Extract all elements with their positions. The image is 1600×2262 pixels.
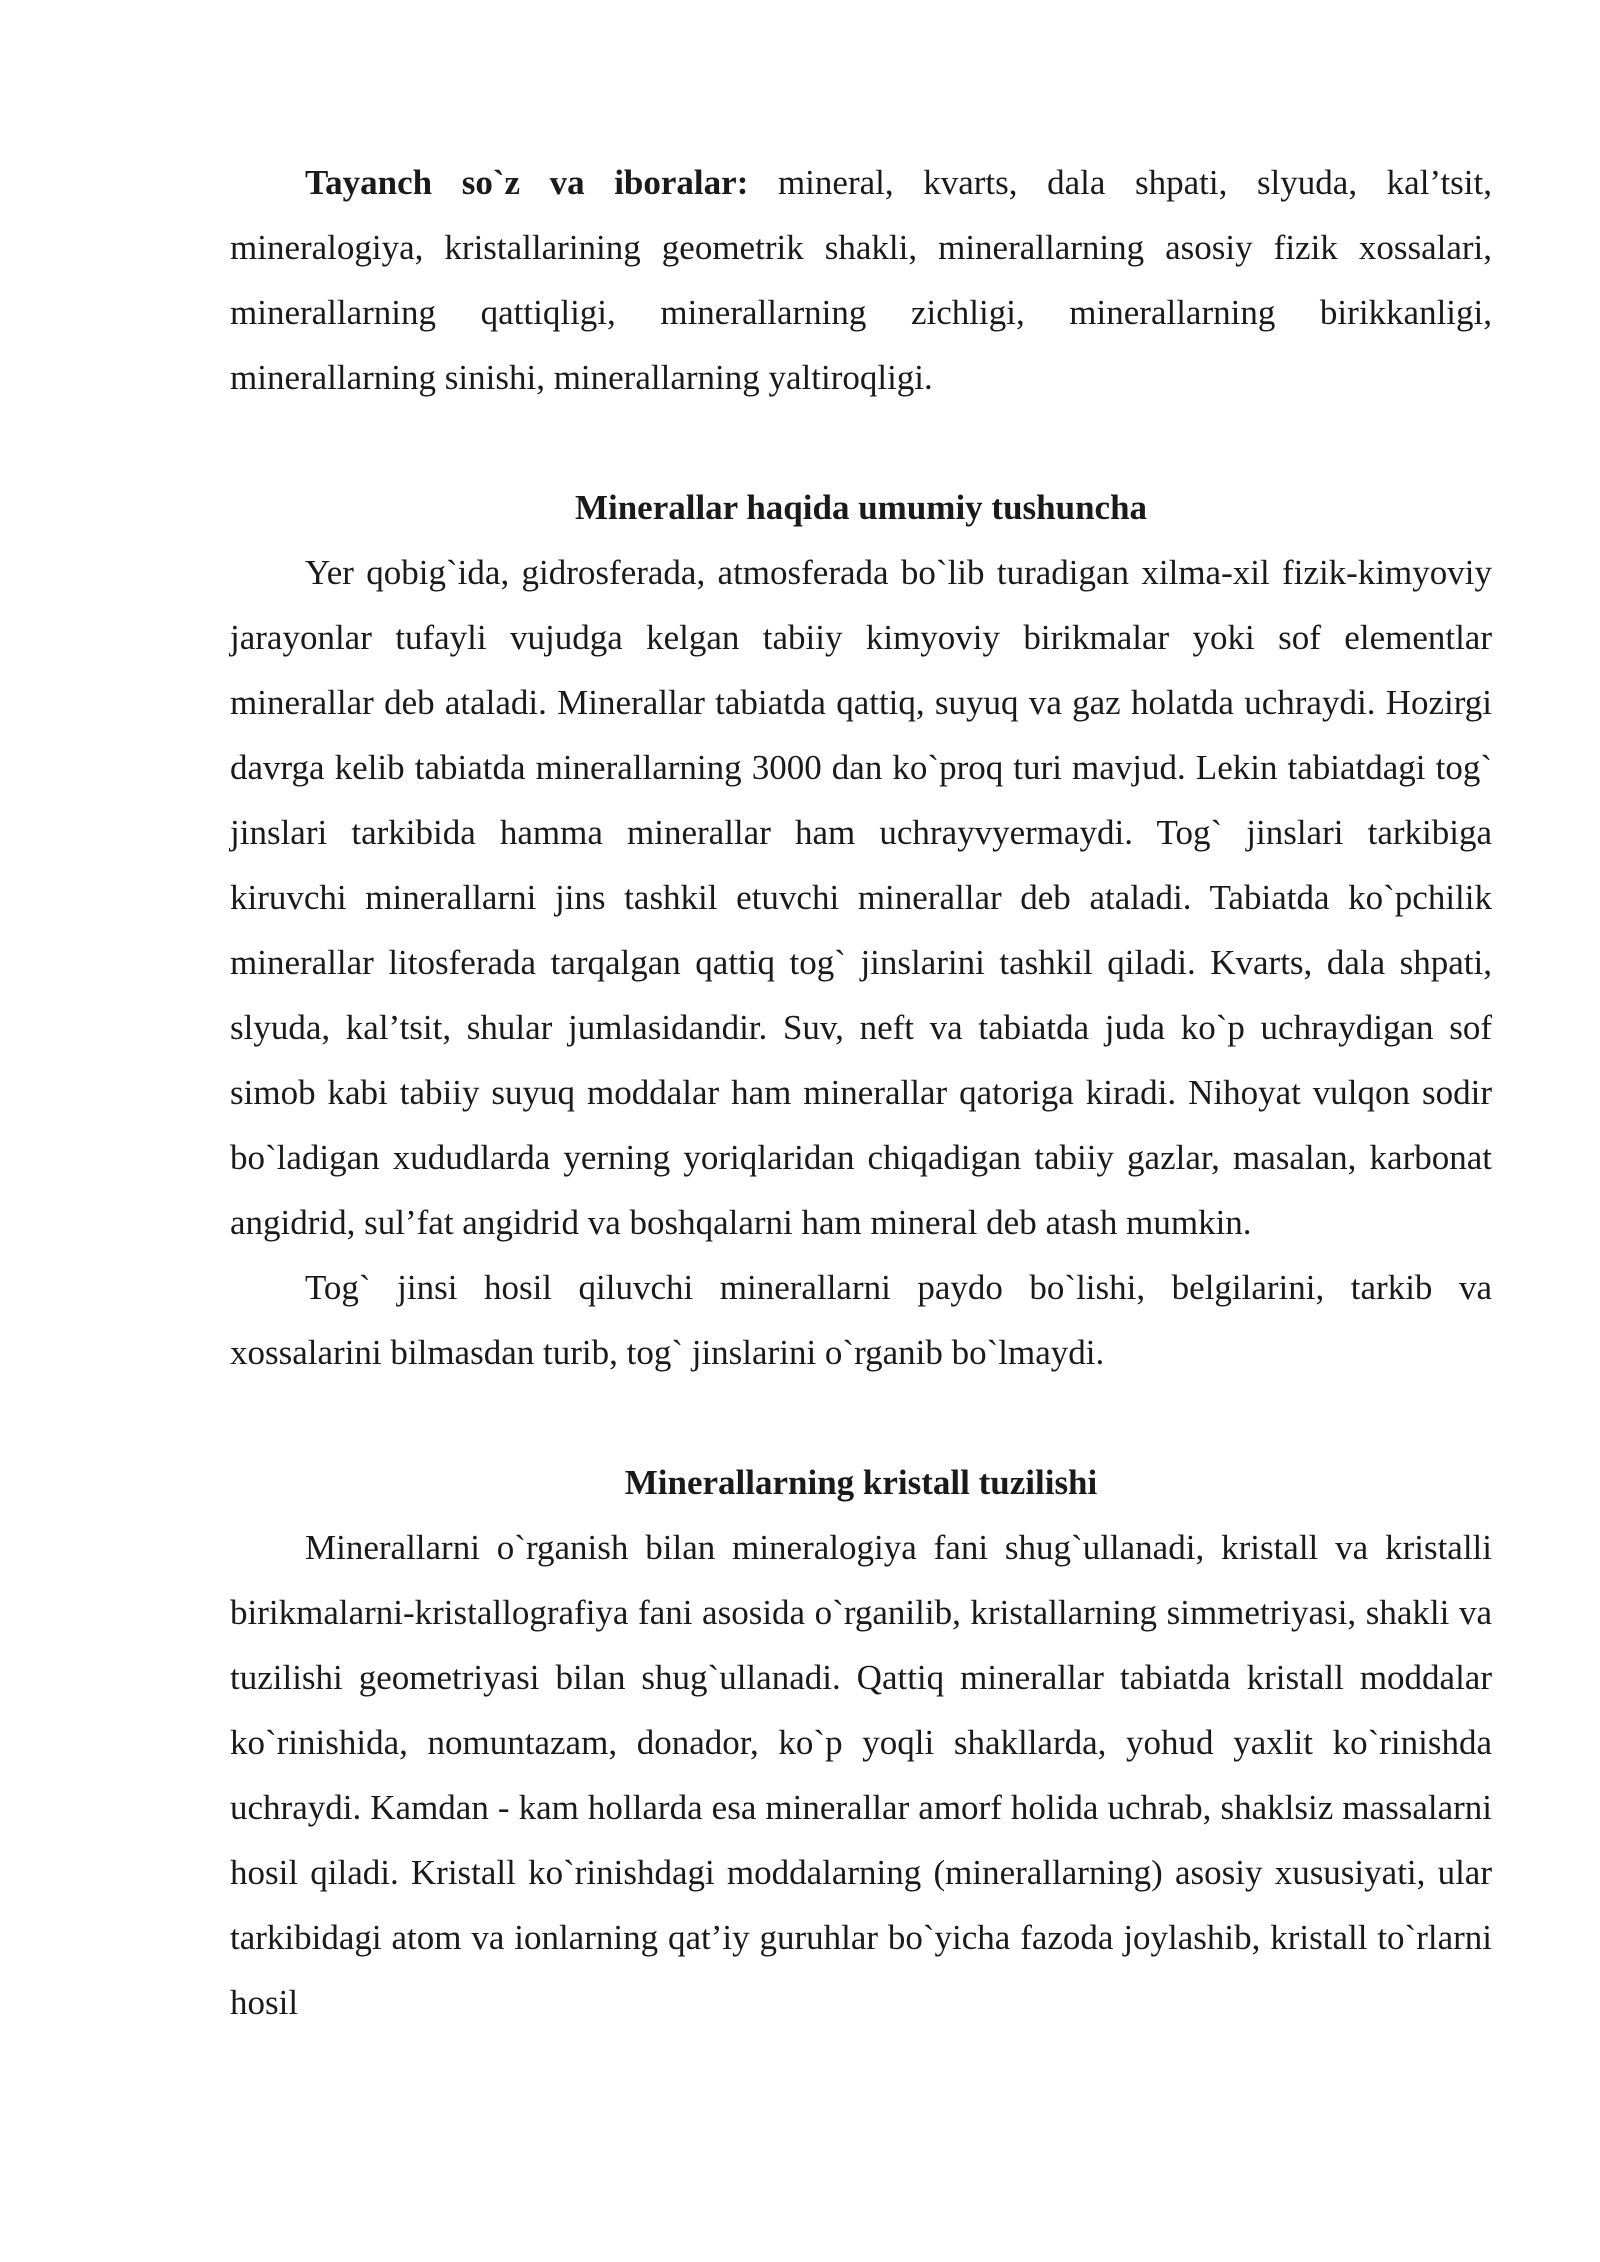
body-paragraph: Tog` jinsi hosil qiluvchi minerallarni paydo bo`lishi, belgilarini, tarkib va xossalarini bilmasdan turib, tog` jinslarini o`rganib bo`lmaydi. [230, 1268, 1492, 1372]
section-heading-minerals-overview: Minerallar haqida umumiy tushuncha [574, 488, 1148, 527]
body-paragraph: Yer qobig`ida, gidrosferada, atmosferada bo`lib turadigan xilma-xil fizik-kimyoviy jarayonlar tufayli vujudga kelgan tabiiy kimyoviy birikmalar yoki sof elementlar minerallar deb ataladi. Minerallar tabiatda qattiq, suyuq va gaz holatda uchraydi. Hozirgi davrga kelib tabiatda minerallarning 3000 dan ko`proq turi mavjud. Lekin tabiatdagi tog` jinslari tarkibida hamma minerallar ham uchrayvyermaydi. Tog` jinslari tarkibiga kiruvchi minerallarni jins tashkil etuvchi minerallar deb ataladi. Tabiatda ko`pchilik minerallar litosferada tarqalgan qattiq tog` jinslarini tashkil qiladi. Kvarts, dala shpati, slyuda, kal’tsit, shular jumlasidandir. Suv, neft va tabiatda juda ko`p uchraydigan sof simob kabi tabiiy suyuq moddalar ham minerallar qatoriga kiradi. Nihoyat vulqon sodir bo`ladigan xududlarda yerning yoriqlaridan chiqadigan tabiiy gazlar, masalan, karbonat angidrid, sul’fat angidrid va boshqalarni ham mineral deb atash mumkin. [230, 553, 1492, 1242]
spacer [230, 410, 1492, 475]
section-heading-crystal-structure: Minerallarning kristall tuzilishi [624, 1463, 1098, 1502]
spacer [230, 1385, 1492, 1450]
keywords-text: mineral, kvarts, dala shpati, slyuda, kal’tsit, mineralogiya, kristallarining geometrik shakli, minerallarning asosiy fizik xossalari, minerallarning qattiqligi, minerallarning zichligi, minerallarning birikkanligi, minerallarning sinishi, minerallarning yaltiroqligi. [230, 163, 1492, 397]
keywords-label: Tayanch so`z va iboralar: [305, 163, 749, 202]
keywords-paragraph [230, 150, 1492, 410]
body-paragraph: Minerallarni o`rganish bilan mineralogiya fani shug`ullanadi, kristall va kristalli birikmalarni-kristallografiya fani asosida o`rganilib, kristallarning simmetriyasi, shakli va tuzilishi geometriyasi bilan shug`ullanadi. Qattiq minerallar tabiatda kristall moddalar ko`rinishida, nomuntazam, donador, ko`p yoqli shakllarda, yohud yaxlit ko`rinishda uchraydi. Kamdan - kam hollarda esa minerallar amorf holida uchrab, shaklsiz massalarni hosil qiladi. Kristall ko`rinishdagi moddalarning (minerallarning) asosiy xususiyati, ular tarkibidagi atom va ionlarning qat’iy guruhlar bo`yicha fazoda joylashib, kristall to`rlarni hosil [230, 1528, 1492, 2022]
document-body [230, 150, 1492, 2035]
